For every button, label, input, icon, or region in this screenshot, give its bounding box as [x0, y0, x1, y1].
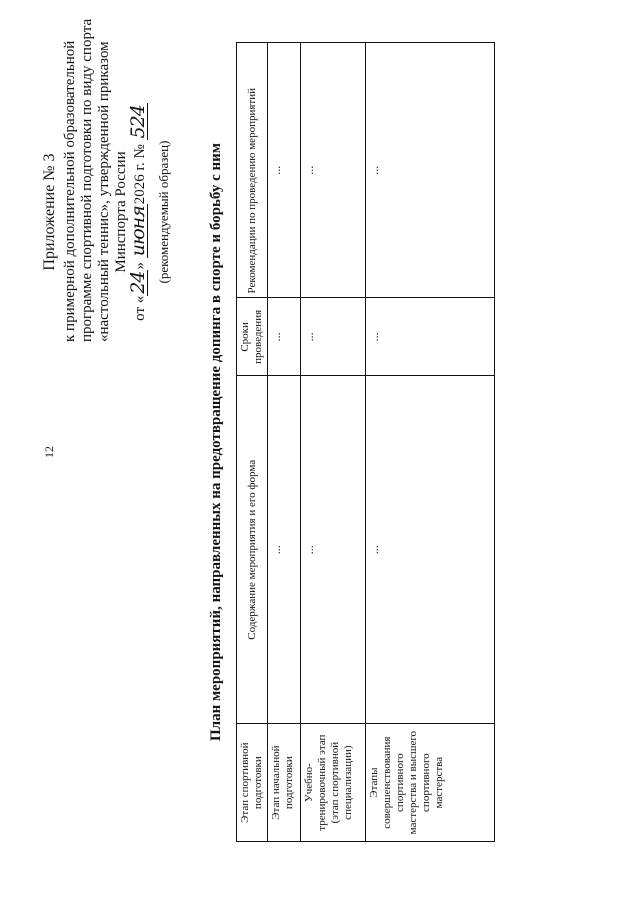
appendix-title: Приложение № 3: [41, 153, 58, 271]
handwritten-month: июня: [127, 206, 149, 257]
cell-stage: Учебно-тренировочный этап (этап спортивной специализации): [301, 724, 366, 842]
date-mid: »: [132, 262, 148, 270]
cell-recommendations: ...: [268, 43, 301, 298]
cell-when: ...: [301, 298, 366, 376]
approval-line-2: программе спортивной подготовки по виду спорта: [79, 18, 95, 342]
rotated-content: [40, 2, 600, 902]
header-when: Сроки проведения: [237, 298, 268, 376]
table-row: [301, 43, 366, 842]
date-prefix: от «: [132, 295, 148, 321]
header-stage: Этап спортивной подготовки: [237, 724, 268, 842]
cell-stage: Этапы совершенствования спортивного мастерства и высшего спортивного мастерства: [366, 724, 495, 842]
order-date-line: [127, 82, 149, 342]
cell-content: ...: [301, 376, 366, 724]
cell-content: ...: [268, 376, 301, 724]
plan-title: План мероприятий, направленных на предотвращение допинга в спорте и борьбу с ним: [208, 143, 224, 742]
cell-content: ...: [366, 376, 495, 724]
approval-line-3: «настольный теннис», утвержденной приказом: [96, 41, 112, 342]
sample-note: (рекомендуемый образец): [156, 140, 171, 284]
handwritten-order-number: 524: [127, 105, 149, 139]
anti-doping-plan-table: [236, 42, 495, 842]
table-row: [268, 43, 301, 842]
cell-recommendations: ...: [301, 43, 366, 298]
table-header-row: [237, 43, 268, 842]
cell-when: ...: [366, 298, 495, 376]
year-text: 2026 г. №: [132, 144, 148, 205]
handwritten-day: 24: [127, 271, 149, 294]
page-number: 12: [42, 446, 56, 458]
header-recommendations: Рекомендации по проведению мероприятий: [237, 43, 268, 298]
header-content: Содержание мероприятия и его форма: [237, 376, 268, 724]
cell-stage: Этап начальной подготовки: [268, 724, 301, 842]
cell-when: ...: [268, 298, 301, 376]
approval-line-4: Минспорта России: [113, 151, 129, 273]
cell-recommendations: ...: [366, 43, 495, 298]
table-row: [366, 43, 495, 842]
approval-block: [40, 18, 172, 342]
approval-line-1: к примерной дополнительной образовательной: [62, 40, 78, 342]
